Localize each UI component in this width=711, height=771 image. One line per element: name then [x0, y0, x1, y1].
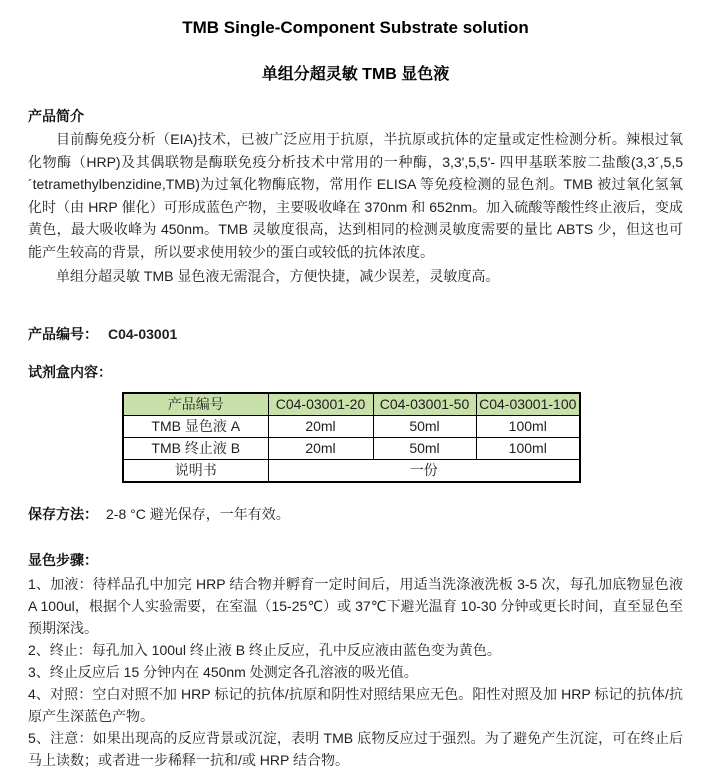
steps-heading: 显色步骤： [28, 551, 98, 568]
table-row [123, 437, 580, 459]
table-cell-volume: 100ml [476, 437, 580, 459]
section-intro [28, 106, 683, 288]
table-header-row [123, 393, 580, 416]
table-cell-component: TMB 终止液 B [123, 437, 268, 459]
table-row [123, 415, 580, 437]
step-item-3: 3、终止反应后 15 分钟内在 450nm 处测定各孔溶液的吸光值。 [28, 663, 418, 680]
table-cell-volume: 50ml [373, 437, 476, 459]
table-cell-volume: 20ml [268, 415, 373, 437]
storage-value: 2-8 °C 避光保存，一年有效。 [106, 505, 290, 522]
intro-paragraph-2: 单组分超灵敏 TMB 显色液无需混合，方便快捷，减少误差，灵敏度高。 [56, 268, 500, 284]
table-cell-component: 说明书 [123, 459, 268, 482]
storage-row [28, 504, 683, 524]
kit-contents-heading: 试剂盒内容： [28, 363, 112, 380]
table-cell-component: TMB 显色液 A [123, 415, 268, 437]
intro-heading: 产品简介 [28, 108, 84, 124]
table-cell-volume: 100ml [476, 415, 580, 437]
product-code-label: 产品编号： [28, 325, 98, 342]
table-cell-merged: 一份 [268, 459, 580, 482]
step-item-2: 2、终止：每孔加入 100ul 终止液 B 终止反应，孔中反应液由蓝色变为黄色。 [28, 641, 501, 658]
page-title-chinese: 单组分超灵敏 TMB 显色液 [261, 66, 450, 83]
table-row [123, 459, 580, 482]
kit-contents-table [122, 392, 581, 483]
table-cell-volume: 20ml [268, 437, 373, 459]
section-steps [28, 550, 683, 771]
step-item-1: 1、加液：待样品孔中加完 HRP 结合物并孵育一定时间后，用适当洗涤液洗板 3-5 次，每孔加底物显色液 A 100ul，根据个人实验需要，在室温（15-25℃）或 37℃下避光温育 10-30 分钟或更长时间，直至显色至预期深浅。 [28, 575, 683, 636]
product-code-value: C04-03001 [108, 325, 178, 342]
storage-label: 保存方法： [28, 505, 98, 522]
table-cell-volume: 50ml [373, 415, 476, 437]
product-code-row [28, 324, 683, 344]
page-title-english: TMB Single-Component Substrate solution [182, 18, 529, 37]
intro-paragraph-1: 目前酶免疫分析（EIA)技术，已被广泛应用于抗原，半抗原或抗体的定量或定性检测分析。辣根过氧化物酶（HRP)及其偶联物是酶联免疫分析技术中常用的一种酶，3,3',5,5'- 四甲基联苯胺二盐酸(3,3´,5,5´tetramethylbenzidine,TMB)为过氧化物酶底物，常用作 ELISA 等免疫检测的显色剂。TMB 被过氧化氢氧化时（由 HRP 催化）可形成蓝色产物，主要吸收峰在 370nm 和 652nm。加入硫酸等酸性终止液后，变成黄色，最大吸收峰为 450nm。TMB 灵敏度很高，达到相同的检测灵敏度需要的量比 ABTS 少，但这也可能产生较高的背景，所以要求使用较少的蛋白或较低的抗体浓度。 [28, 131, 683, 260]
table-header-cell: C04-03001-50 [373, 393, 476, 416]
table-header-cell: C04-03001-100 [476, 393, 580, 416]
table-header-cell: C04-03001-20 [268, 393, 373, 416]
table-header-cell: 产品编号 [123, 393, 268, 416]
step-item-5: 5、注意：如果出现高的反应背景或沉淀，表明 TMB 底物反应过于强烈。为了避免产生沉淀，可在终止后马上读数；或者进一步稀释一抗和/或 HRP 结合物。 [28, 729, 683, 768]
step-item-4: 4、对照：空白对照不加 HRP 标记的抗体/抗原和阴性对照结果应无色。阳性对照及加 HRP 标记的抗体/抗原产生深蓝色产物。 [28, 685, 683, 724]
